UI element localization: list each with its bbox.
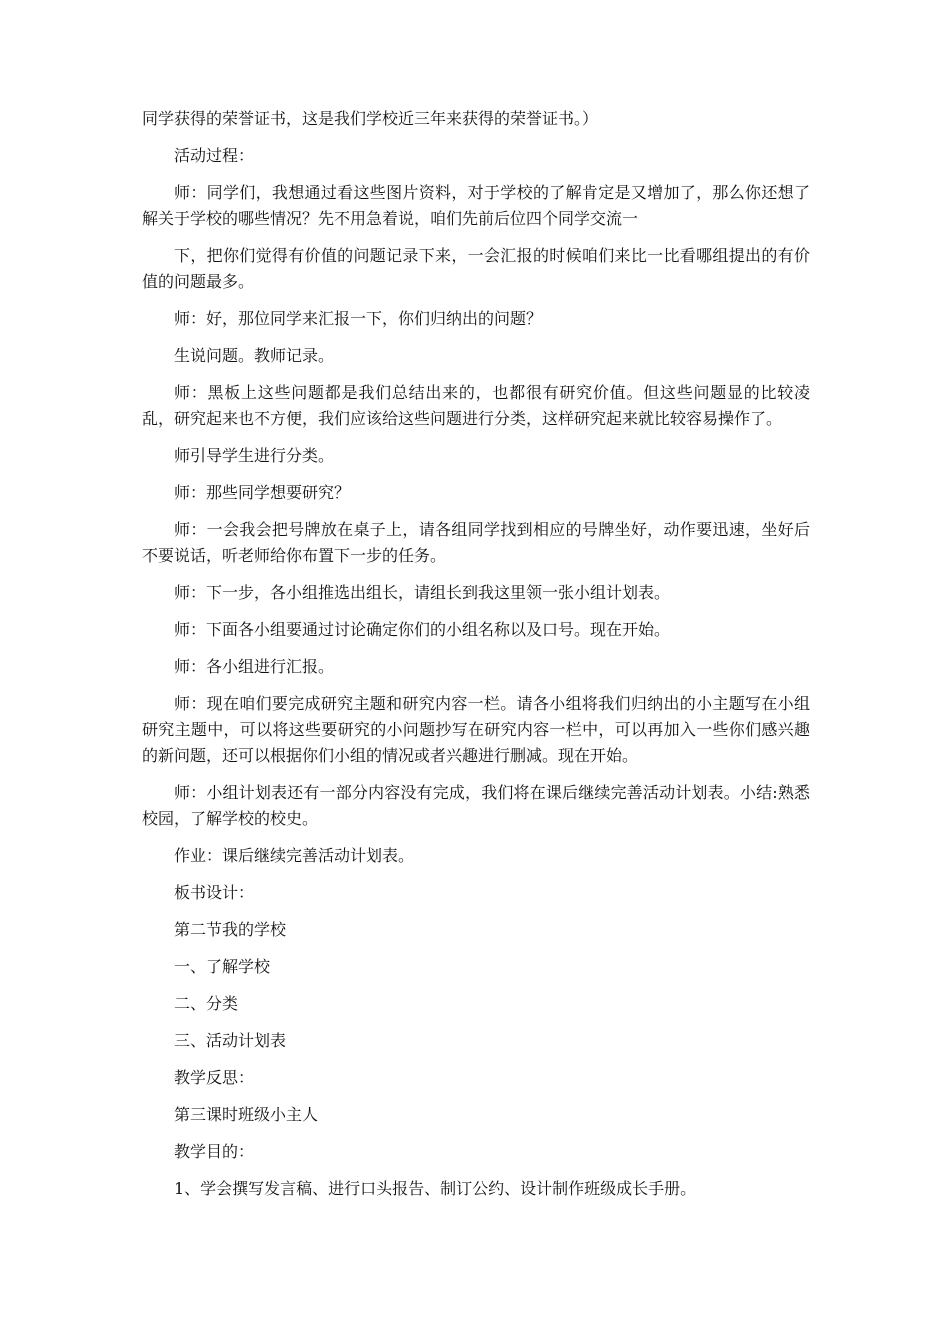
- paragraph: 教学目的：: [174, 1142, 255, 1161]
- paragraph: 教学反思：: [174, 1068, 255, 1087]
- paragraph: 师：下一步，各小组推选出组长，请组长到我这里领一张小组计划表。: [174, 583, 671, 602]
- paragraph: 第三课时班级小主人: [174, 1105, 319, 1124]
- paragraph: 一、了解学校: [174, 957, 271, 976]
- paragraph: 板书设计：: [174, 883, 255, 902]
- paragraph: 第二节我的学校: [174, 920, 287, 939]
- paragraph: 师：小组计划表还有一部分内容没有完成，我们将在课后继续完善活动计划表。小结:熟悉校园，了解学校的校史。: [142, 783, 810, 828]
- paragraph: 师：同学们，我想通过看这些图片资料，对于学校的了解肯定是又增加了，那么你还想了解关于学校的哪些情况？先不用急着说，咱们先前后位四个同学交流一: [142, 183, 810, 228]
- paragraph: 师：好，那位同学来汇报一下，你们归纳出的问题？: [174, 309, 543, 328]
- paragraph: 活动过程：: [174, 146, 255, 165]
- paragraph: 师：黑板上这些问题都是我们总结出来的，也都很有研究价值。但这些问题显的比较凌乱，研究起来也不方便，我们应该给这些问题进行分类，这样研究起来就比较容易操作了。: [142, 383, 810, 428]
- document-page: [142, 106, 810, 1202]
- paragraph: 作业：课后继续完善活动计划表。: [174, 846, 415, 865]
- paragraph: 师引导学生进行分类。: [174, 446, 335, 465]
- paragraph: 三、活动计划表: [174, 1031, 287, 1050]
- paragraph: 下，把你们觉得有价值的问题记录下来，一会汇报的时候咱们来比一比看哪组提出的有价值的问题最多。: [142, 246, 810, 291]
- paragraph: 师：一会我会把号牌放在桌子上，请各组同学找到相应的号牌坐好，动作要迅速，坐好后不要说话，听老师给你布置下一步的任务。: [142, 520, 810, 565]
- paragraph: 同学获得的荣誉证书，这是我们学校近三年来获得的荣誉证书。）: [142, 109, 599, 128]
- paragraph: 师：那些同学想要研究？: [174, 483, 351, 502]
- paragraph: 二、分类: [174, 994, 239, 1013]
- paragraph: 1、学会撰写发言稿、进行口头报告、制订公约、设计制作班级成长手册。: [174, 1179, 697, 1198]
- paragraph: 师：各小组进行汇报。: [174, 657, 335, 676]
- paragraph: 师：现在咱们要完成研究主题和研究内容一栏。请各小组将我们归纳出的小主题写在小组研究主题中，可以将这些要研究的小问题抄写在研究内容一栏中，可以再加入一些你们感兴趣的新问题，还可以根据你们小组的情况或者兴趣进行删减。现在开始。: [142, 694, 810, 765]
- paragraph: 师：下面各小组要通过讨论确定你们的小组名称以及口号。现在开始。: [174, 620, 671, 639]
- paragraph: 生说问题。教师记录。: [174, 346, 335, 365]
